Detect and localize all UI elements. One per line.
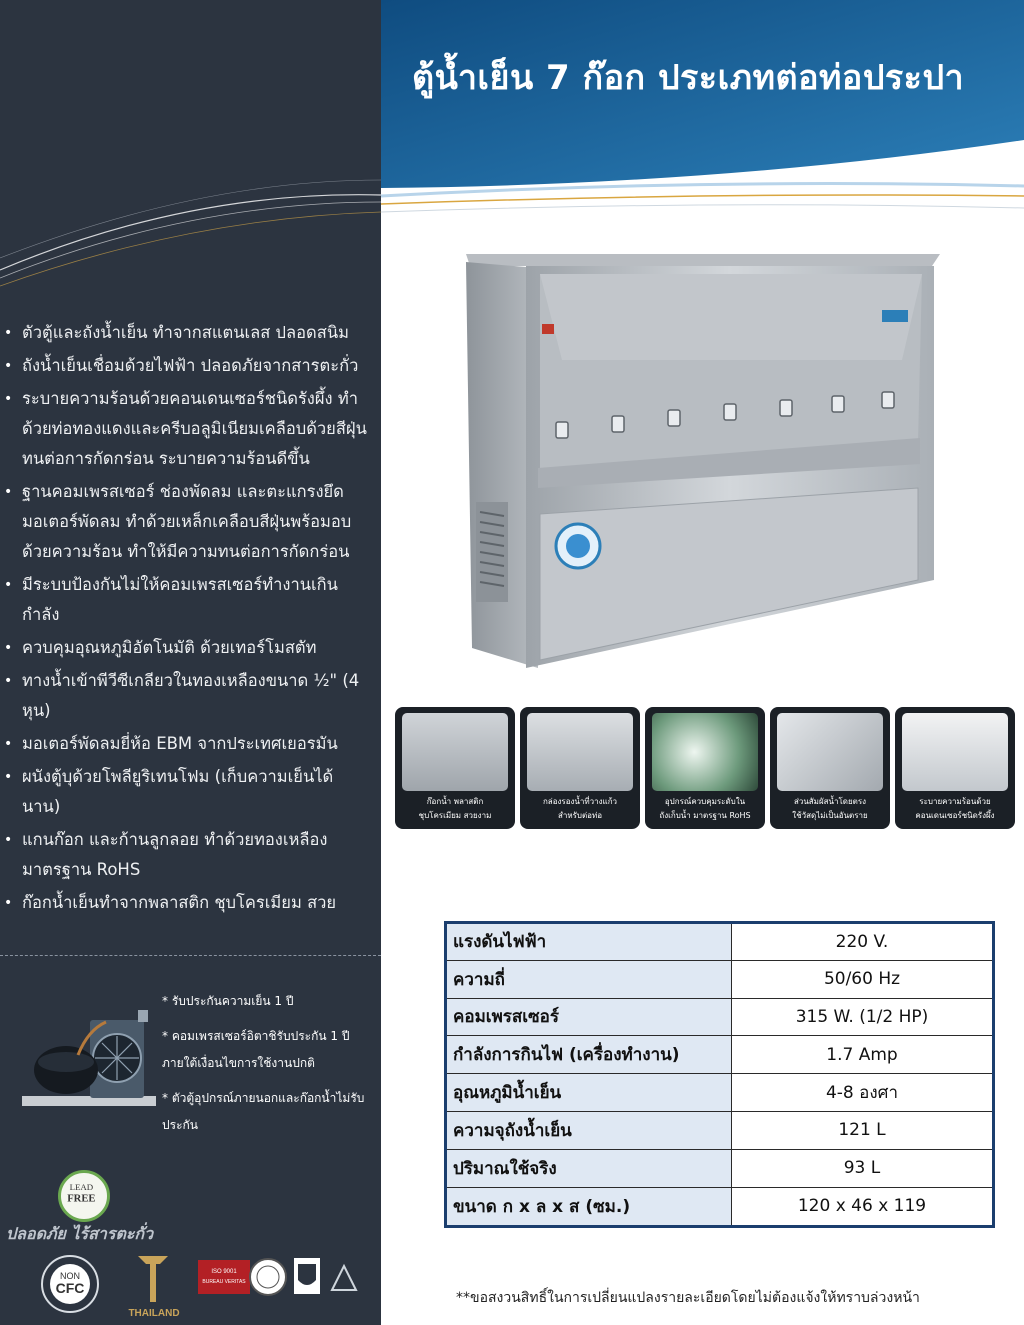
spec-label: อุณหภูมิน้ำเย็น [446,1074,732,1112]
disclaimer-note: **ขอสงวนสิทธิ์ในการเปลี่ยนแปลงรายละเอียดโดยไม่ต้องแจ้งให้ทราบล่วงหน้า [456,1290,920,1306]
warranty-note: * ตัวตู้อุปกรณ์ภายนอกและก๊อกน้ำไม่รับประกัน [162,1091,365,1132]
svg-text:BUREAU VERITAS: BUREAU VERITAS [202,1279,246,1285]
specifications-table [444,921,995,1228]
thumbnail-tap [395,707,515,829]
header-banner [381,0,1024,225]
feature-item: • ทางน้ำเข้าพีวีซีเกลียวในทองเหลืองขนาด ½" (4 หุน) [0,666,381,726]
feature-item: • มอเตอร์พัดลมยี่ห้อ EBM จากประเทศเยอรมัน [0,729,381,759]
dashed-divider [0,955,381,956]
warranty-note: * คอมเพรสเซอร์อิตาชิรับประกัน 1 ปี ภายใต้เงื่อนไขการใช้งานปกติ [162,1029,350,1070]
lead-free-line2: FREE [67,1193,96,1205]
water-cooler-product-image [462,250,942,670]
table-row [446,923,994,961]
lead-free-line1: LEAD [69,1181,94,1192]
spec-label: แรงดันไฟฟ้า [446,923,732,961]
thumbnail-caption: ส่วนสัมผัสน้ำโดยตรง [793,797,867,806]
spec-value: 4-8 องศา [732,1074,994,1112]
certification-logos [30,1250,370,1325]
thumbnail-caption: สำหรับต่อท่อ [557,811,603,820]
thumbnail-drip-tray [520,707,640,829]
thumbnail-caption: ชุบโครเมียม สวยงาม [418,811,492,820]
table-row [446,1111,994,1149]
spec-label: ปริมาณใช้จริง [446,1149,732,1187]
thumbnail-water-contact [770,707,890,829]
feature-item: • ถังน้ำเย็นเชื่อมด้วยไฟฟ้า ปลอดภัยจากสารตะกั่ว [0,351,381,381]
table-row [446,1187,994,1226]
spec-value: 315 W. (1/2 HP) [732,998,994,1036]
spec-label: ความถี่ [446,960,732,998]
warranty-note: * รับประกันความเย็น 1 ปี [162,994,294,1008]
table-row [446,1074,994,1112]
spec-value: 93 L [732,1149,994,1187]
feature-item: • ระบายความร้อนด้วยคอนเดนเซอร์ชนิดรังผึ้ง ทำด้วยท่อทองแดงและครีบอลูมิเนียมเคลือบด้วยสีฝุ่นทนต่อการกัดกร่อน ระบายความร้อนดีขึ้น [0,384,381,474]
spec-value: 120 x 46 x 119 [732,1187,994,1226]
feature-item: • ก๊อกน้ำเย็นทำจากพลาสติก ชุบโครเมียม สวย [0,888,381,918]
table-row [446,998,994,1036]
feature-item: • ตัวตู้และถังน้ำเย็น ทำจากสแตนเลส ปลอดสนิม [0,318,381,348]
spec-label: กำลังการกินไฟ (เครื่องทำงาน) [446,1036,732,1074]
page-title: ตู้น้ำเย็น 7 ก๊อก ประเภทต่อท่อประปา [412,58,965,98]
spec-label: ความจุถังน้ำเย็น [446,1111,732,1149]
spec-value: 220 V. [732,923,994,961]
feature-item: • แกนก๊อก และก้านลูกลอย ทำด้วยทองเหลืองมาตรฐาน RoHS [0,825,381,885]
svg-text:NON: NON [60,1271,80,1281]
table-row [446,960,994,998]
iso-certification-logo [198,1258,356,1295]
lead-free-caption: ปลอดภัย ไร้สารตะกั่ว [6,1224,154,1243]
spec-value: 50/60 Hz [732,960,994,998]
table-row [446,1149,994,1187]
thumbnail-float-valve [645,707,765,829]
decorative-swoosh [0,150,381,300]
thumbnail-caption: ใช้วัสดุไม่เป็นอันตราย [792,811,868,820]
spec-value: 121 L [732,1111,994,1149]
table-row [446,1036,994,1074]
feature-list [0,318,381,921]
feature-thumbnails [395,707,1015,829]
lead-free-badge [58,1170,110,1222]
svg-text:CFC: CFC [55,1280,85,1296]
svg-text:THAILAND: THAILAND [128,1308,180,1319]
spec-value: 1.7 Amp [732,1036,994,1074]
warranty-notes [162,988,374,1147]
compressor-image [18,1000,160,1122]
spec-label: ขนาด ก x ล x ส (ซม.) [446,1187,732,1226]
thailand-trust-logo [128,1256,179,1319]
feature-item: • ผนังตู้บุด้วยโพลียูริเทนโฟม (เก็บความเย็นได้นาน) [0,762,381,822]
thumbnail-caption: อุปกรณ์ควบคุมระดับใน [664,797,746,806]
thumbnail-condenser [895,707,1015,829]
non-cfc-logo [42,1256,98,1312]
feature-item: • มีระบบป้องกันไม่ให้คอมเพรสเซอร์ทำงานเกินกำลัง [0,570,381,630]
thumbnail-caption: กล่องรองน้ำที่วางแก้ว [542,797,618,806]
feature-item: • ฐานคอมเพรสเซอร์ ช่องพัดลม และตะแกรงยึดมอเตอร์พัดลม ทำด้วยเหล็กเคลือบสีฝุ่นพร้อมอบด้วยความร้อน ทำให้มีความทนต่อการกัดกร่อน [0,477,381,567]
thumbnail-caption: ก๊อกน้ำ พลาสติก [426,797,484,806]
thumbnail-caption: คอนเดนเซอร์ชนิดรังผึ้ง [915,811,995,820]
feature-item: • ควบคุมอุณหภูมิอัตโนมัติ ด้วยเทอร์โมสตัท [0,633,381,663]
thumbnail-caption: ถังเก็บน้ำ มาตรฐาน RoHS [659,811,751,820]
spec-label: คอมเพรสเซอร์ [446,998,732,1036]
thumbnail-caption: ระบายความร้อนด้วย [919,797,991,806]
svg-text:ISO 9001: ISO 9001 [211,1269,237,1275]
